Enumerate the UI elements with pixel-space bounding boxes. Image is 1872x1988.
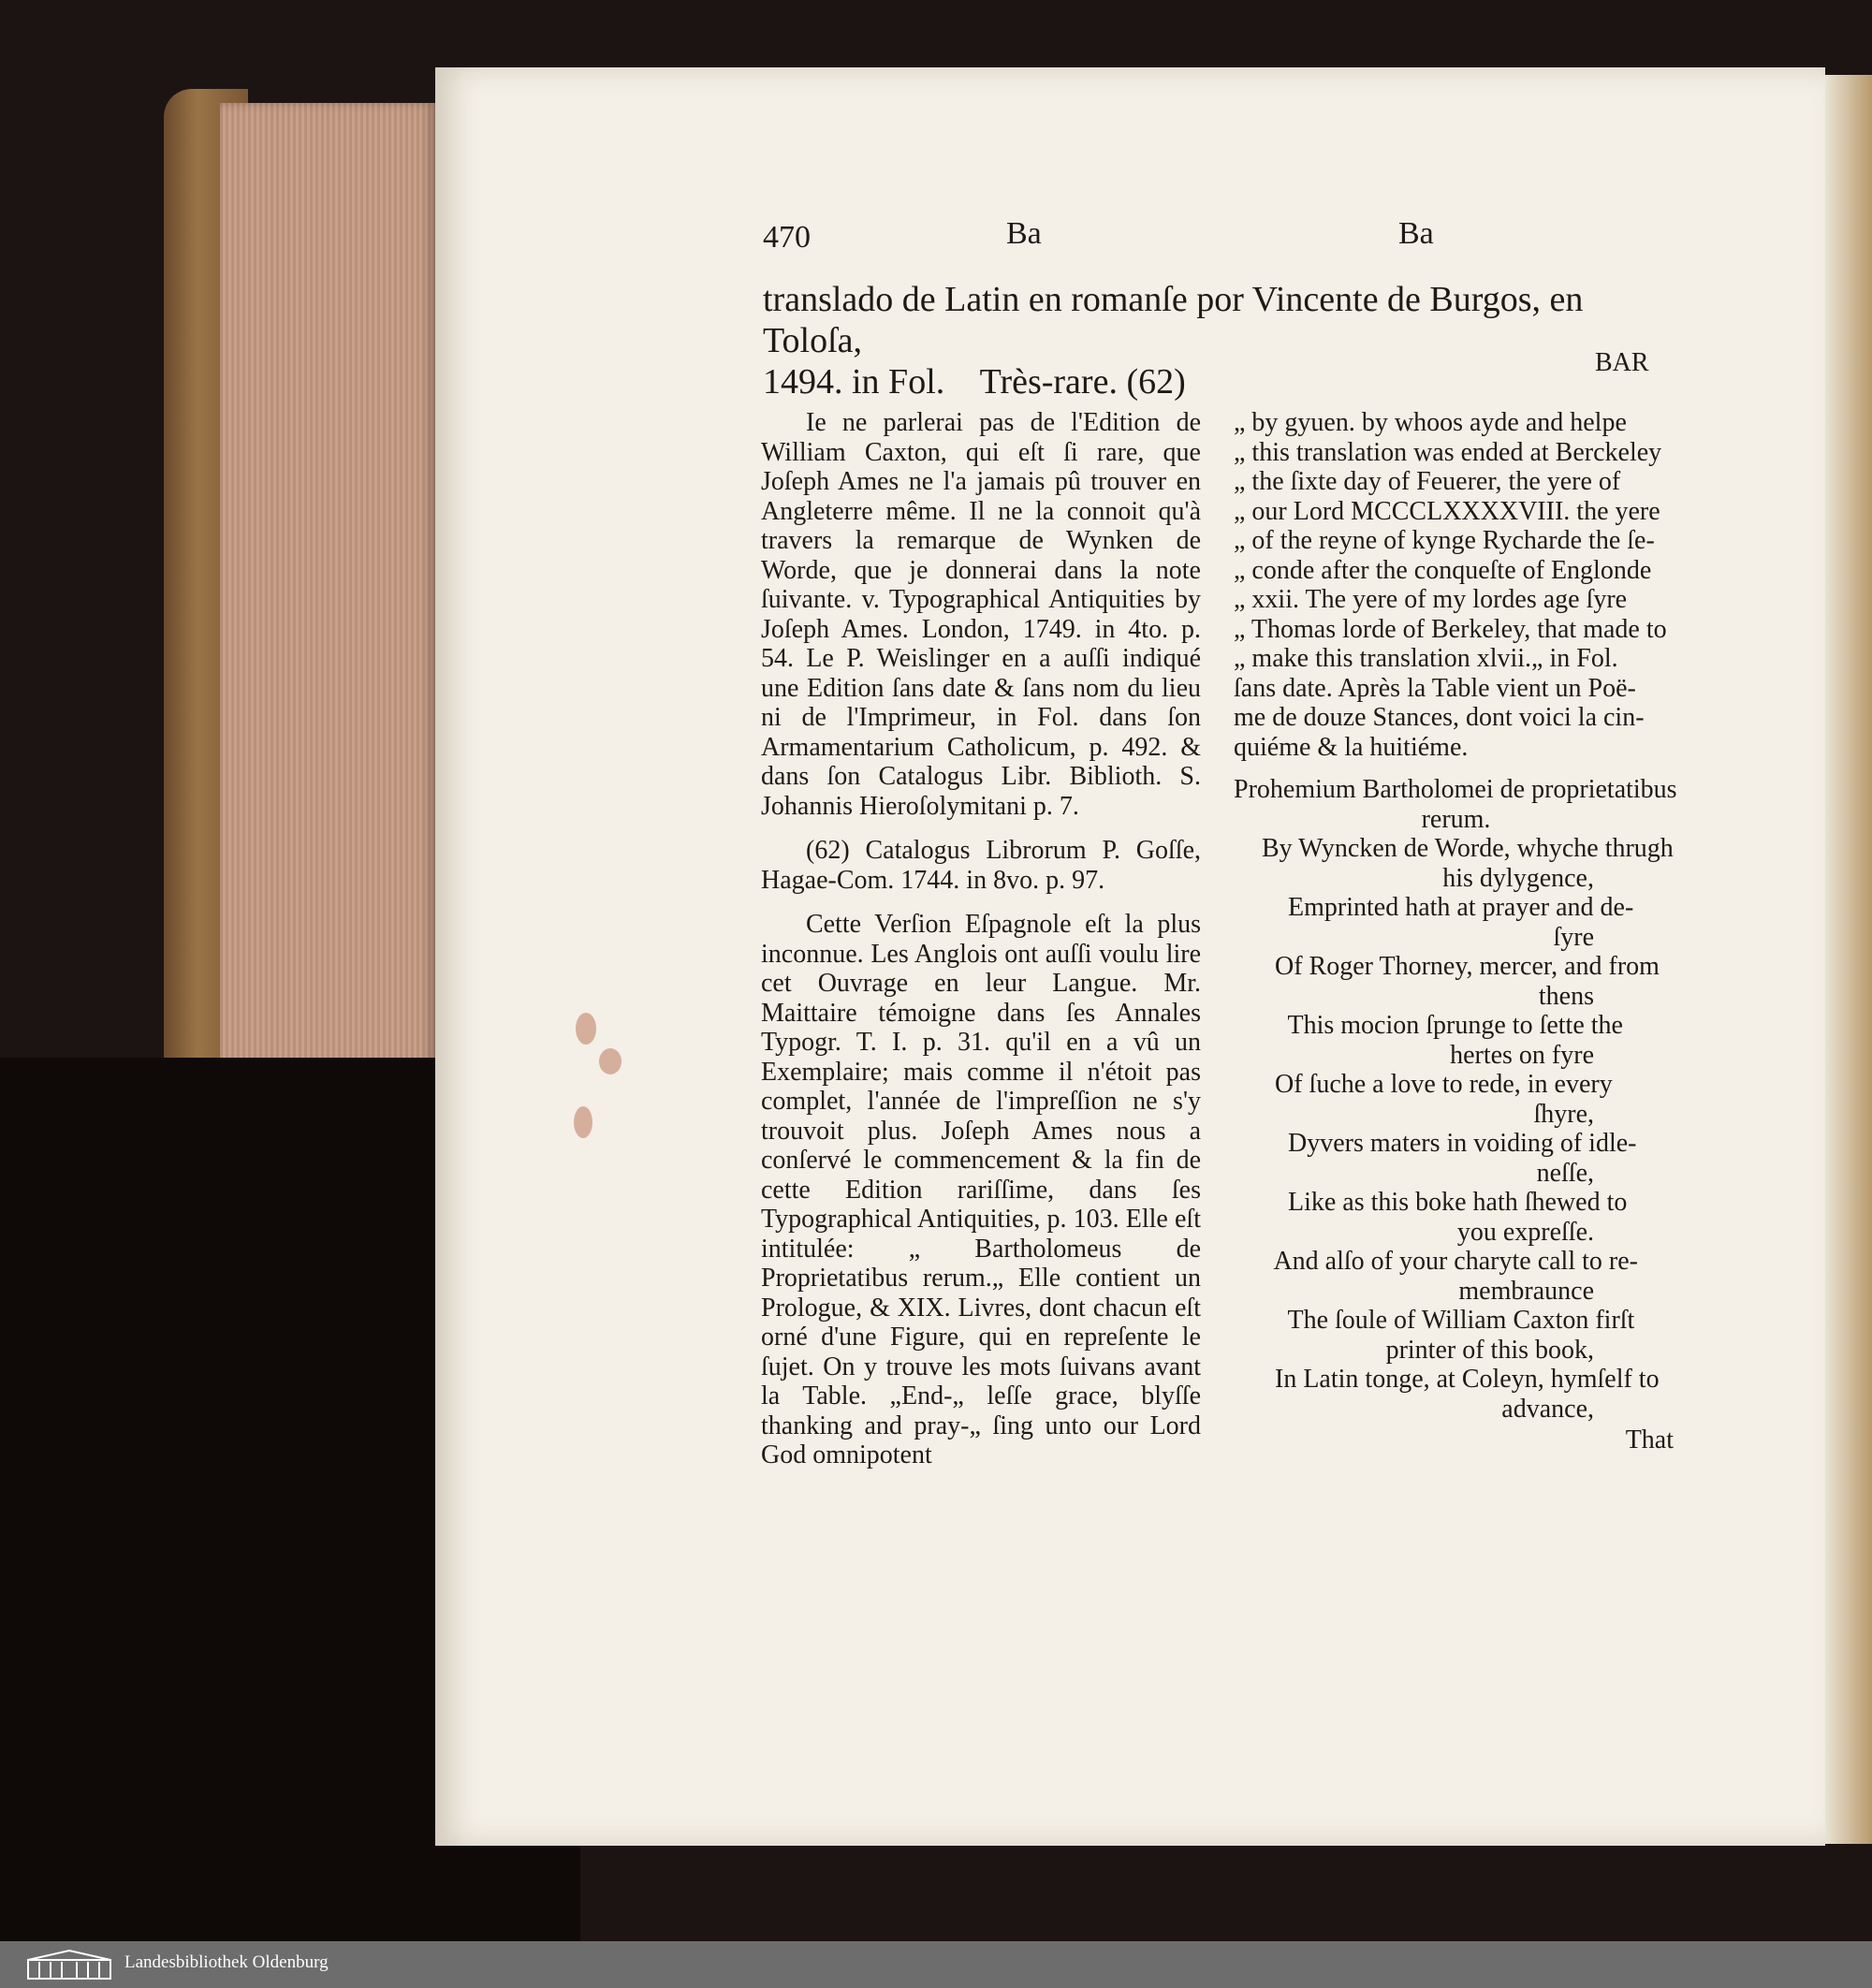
verse-line: Of ſuche a love to rede, in every bbox=[1262, 1070, 1613, 1099]
right-column bbox=[1234, 408, 1678, 1455]
foxing-stain bbox=[574, 1106, 592, 1138]
quote-line: „ by gyuen. by whoos ayde and helpe bbox=[1234, 408, 1627, 437]
quote-line: me de douze Stances, dont voici la cin- bbox=[1234, 703, 1645, 732]
footnote-62: (62) Catalogus Librorum P. Goſſe, Hagae-Com. 1744. in 8vo. p. 97. bbox=[761, 836, 1201, 895]
verse-line: In Latin tonge, at Coleyn, hymſelf to bbox=[1262, 1365, 1660, 1394]
verse-line: you expreſſe. bbox=[1456, 1217, 1594, 1247]
verse-line: Dyvers maters in voiding of idle- bbox=[1262, 1129, 1637, 1158]
verse-line: membraunce bbox=[1458, 1276, 1594, 1306]
page-number: 470 bbox=[763, 220, 811, 255]
quote-line: „ our Lord MCCCLXXXXVIII. the yere bbox=[1234, 496, 1660, 526]
quote-block bbox=[1234, 408, 1678, 762]
left-column bbox=[761, 408, 1201, 1485]
verse-line: hertes on fyre bbox=[1450, 1040, 1594, 1070]
verse-line: Of Roger Thorney, mercer, and from bbox=[1262, 952, 1660, 981]
verse-line: Emprinted hath at prayer and de- bbox=[1262, 893, 1634, 922]
left-running-heading: Ba bbox=[1006, 216, 1042, 251]
quote-line: quiéme & la huitiéme. bbox=[1234, 732, 1469, 762]
quote-line: „ of the reyne of kynge Rycharde the ſe- bbox=[1234, 526, 1655, 555]
quote-line: „ xxii. The yere of my lordes age ſyre bbox=[1234, 585, 1628, 614]
quote-line: ſans date. Après la Table vient un Poë- bbox=[1234, 673, 1636, 703]
verse-line: printer of this book, bbox=[1385, 1335, 1594, 1365]
paragraph: Cette Verſion Eſpagnole eſt la plus inconnue. Les Anglois ont auſſi voulu lire cet Ouvrage en leur Langue. Mr. Maittaire témoigne dans ſes Annales Typogr. T. I. p. 31. qu'il en a vû un Exemplaire; mais comme il n'étoit pas complet, l'année de l'impreſſion ne s'y trouvoit plus. Joſeph Ames nous a conſervé le commencement & la fin de cette Edition rariſſime, dans ſes Typographical Antiquities, p. 103. Elle eſt intitulée: „ Bartholomeus de Proprietatibus rerum.„ Elle contient un Prologue, & XIX. Livres, dont chacun eſt orné d'une Figure, qui en repreſente le ſujet. On y trouve les mots ſuivans avant la Table. „End-„ leſſe grace, blyſſe thanking and pray-„ ſing unto our Lord God omnipotent bbox=[761, 910, 1201, 1469]
quote-line: „ make this translation xlvii.„ in Fol. bbox=[1234, 644, 1618, 673]
paragraph: Ie ne parlerai pas de l'Edition de William Caxton, qui eſt ſi rare, que Joſeph Ames ne l'a jamais pû trouver en Angleterre même. Il ne la connoit qu'à travers la remarque de Wynken de Worde, que je donnerai dans la note ſuivante. v. Typographical Antiquities by Joſeph Ames. London, 1749. in 4to. p. 54. Le P. Weislinger en a auſſi indiqué une Edition ſans date & ſans nom du lieu ni de l'Imprimeur, in Fol. dans ſon Armamentarium Catholicum, p. 492. & dans ſon Catalogus Libr. Biblioth. S. Johannis Hieroſolymitani p. 7. bbox=[761, 408, 1201, 821]
top-text-block bbox=[763, 279, 1680, 402]
foxing-stain bbox=[576, 1013, 596, 1045]
margin-sidenote: BAR bbox=[1595, 348, 1649, 377]
verse-line: thens bbox=[1538, 981, 1594, 1011]
library-name: Landesbibliothek Oldenburg bbox=[124, 1952, 329, 1972]
quote-line: „ the ſixte day of Feuerer, the yere of bbox=[1234, 467, 1621, 496]
verse-line: his dylygence, bbox=[1442, 863, 1594, 893]
quote-line: „ this translation was ended at Berckeley bbox=[1234, 437, 1662, 467]
quote-line: „ Thomas lorde of Berkeley, that made to bbox=[1234, 614, 1667, 644]
verse-line: advance, bbox=[1501, 1394, 1594, 1424]
verse-line: And alſo of your charyte call to re- bbox=[1262, 1247, 1638, 1276]
footer-bar bbox=[0, 1941, 1872, 1988]
verse-line: ſyre bbox=[1553, 922, 1594, 952]
poem-title-line: Prohemium Bartholomei de proprietatibus bbox=[1234, 775, 1677, 804]
verse-line: The ſoule of William Caxton firſt bbox=[1262, 1306, 1635, 1335]
poem-title bbox=[1234, 775, 1678, 834]
top-line: translado de Latin en romanſe por Vincente de Burgos, en Toloſa, bbox=[763, 280, 1584, 360]
poem-title-line: rerum. bbox=[1421, 804, 1491, 834]
right-running-heading: Ba bbox=[1398, 216, 1434, 251]
foxing-stain bbox=[599, 1048, 622, 1074]
quote-line: „ conde after the conqueſte of Englonde bbox=[1234, 555, 1652, 585]
catchword: That bbox=[1625, 1425, 1674, 1454]
verse-line: By Wyncken de Worde, whyche thrugh bbox=[1262, 834, 1674, 863]
verse-line: This mocion ſprunge to ſette the bbox=[1262, 1011, 1623, 1040]
verse-line: Like as this boke hath ſhewed to bbox=[1262, 1188, 1628, 1217]
verse-block bbox=[1234, 834, 1678, 1424]
verse-line: neſſe, bbox=[1536, 1158, 1594, 1188]
library-building-icon bbox=[26, 1949, 112, 1981]
top-line: 1494. in Fol. Très-rare. (62) bbox=[763, 362, 1186, 402]
verse-line: ſhyre, bbox=[1533, 1099, 1594, 1129]
right-page-edge bbox=[1825, 75, 1872, 1844]
